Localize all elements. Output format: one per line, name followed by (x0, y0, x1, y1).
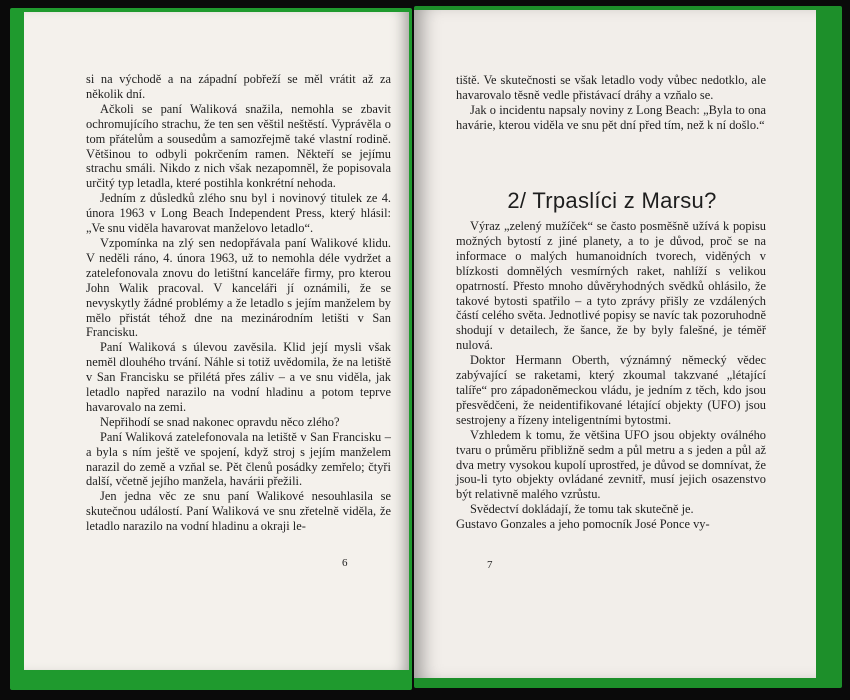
paragraph: Doktor Hermann Oberth, význámný německý vědec zabývající se raketami, který zkoumal takzvané „létající talíře“ pro západoněmeckou vládu, je jedním z těch, kdo jsou přesvědčeni, že neidentifikované létající objekty (UFO) jsou sestrojeny a řízeny inteligentními bytostmi. (456, 353, 766, 427)
paragraph: si na východě a na západní pobřeží se měl vrátit až za několik dní. (86, 72, 391, 101)
chapter-title: 2/ Trpaslíci z Marsu? (507, 188, 717, 213)
left-page (24, 12, 409, 670)
paragraph: Nepřihodí se snad nakonec opravdu něco zlého? (100, 414, 340, 429)
paragraph: Paní Waliková s úlevou zavěsila. Klid její mysli však neměl dlouhého trvání. Náhle si totiž uvědomila, že na letiště v San Francisku se přilétá přes záliv – a ve snu viděla, jak letadlo napřed narazilo na vodní hladinu a potom teprve havarovalo na zemi. (86, 340, 391, 414)
page-number: 7 (487, 559, 493, 571)
paragraph: Gustavo Gonzales a jeho pomocník José Ponce vy- (456, 517, 710, 532)
paragraph: Svědectví dokládají, že tomu tak skutečně je. (470, 502, 694, 517)
page-number: 6 (342, 557, 348, 569)
paragraph: Jedním z důsledků zlého snu byl i novinový titulek ze 4. února 1963 v Long Beach Independent Press, který hlásil: „Ve snu viděla havarovat manželovo letadlo“. (86, 191, 391, 236)
right-page-top-text (456, 73, 766, 133)
paragraph: Výraz „zelený mužíček“ se často posměšně užívá k popisu možných bytostí z jiné planety, a to je důvod, proč se na informace o malých humanoidních tvorech, viděných v blízkosti domnělých vesmírných raket, nahlíží s velikou opatrností. Přesto mnoho důvěryhodných svědků ohlásilo, že takové bytosti spatřilo – a tyto zprávy přišly ze vzdálených částí celého světa. Jednotlivé popisy se navíc tak pozoruhodně shodují v detailech, že šance, že by byly falešné, je téměř nulová. (456, 219, 766, 353)
paragraph: tiště. Ve skutečnosti se však letadlo vody vůbec nedotklo, ale havarovalo těsně vedle přistávací dráhy a vzňalo se. (456, 73, 766, 102)
paragraph: Jak o incidentu napsaly noviny z Long Beach: „Byla to ona havárie, kterou viděla ve snu pět dní před tím, než k ní došlo.“ (456, 102, 766, 132)
paragraph: Paní Waliková zatelefonovala na letiště v San Francisku – a byla s ním ještě ve spojení, když stroj s jejím manželem narazil do země a vzňal se. Pět členů posádky zemřelo; čtyři další, včetně jejího manžela, havárii přežili. (86, 429, 391, 489)
left-page-text (86, 72, 391, 534)
paragraph: Vzhledem k tomu, že většina UFO jsou objekty oválného tvaru o průměru přibližně sedm a půl metru a s jeden a půl až dva metry vysokou kupolí uprostřed, je důvod se domnívat, že jsou-li tyto objekty ovládané zevnitř, musí jejich osazenstvo být relativně malého vzrůstu. (456, 427, 766, 502)
paragraph: Ačkoli se paní Waliková snažila, nemohla se zbavit ochromujícího strachu, že ten sen věštil neštěstí. Vyprávěla o tom přátelům a sousedům a samozřejmě také vlastní rodině. Většinou to odbyli pokrčením ramen. Někteří se jejímu strachu smáli. Nikdo z nich však nezapomněl, že popisovala určitý typ letadla, které postihla konkrétní nehoda. (86, 101, 391, 191)
right-page (414, 10, 816, 678)
right-page-main-text (456, 219, 766, 532)
paragraph: Jen jedna věc ze snu paní Walikové nesouhlasila se skutečnou událostí. Paní Waliková ve snu zřetelně viděla, že letadlo narazilo na vodní hladinu a okraji le- (86, 489, 391, 534)
paragraph: Vzpomínka na zlý sen nedopřávala paní Walikové klidu. V neděli ráno, 4. února 1963, už to nemohla déle vydržet a zatelefonovala znovu do letištní kanceláře firmy, pro kterou John Walik pracoval. V kanceláři jí oznámili, že se nevyskytly žádné problémy a že letadlo s jejím manželem by mělo přistát téhož dne na mezinárodním letišti v San Francisku. (86, 235, 391, 340)
